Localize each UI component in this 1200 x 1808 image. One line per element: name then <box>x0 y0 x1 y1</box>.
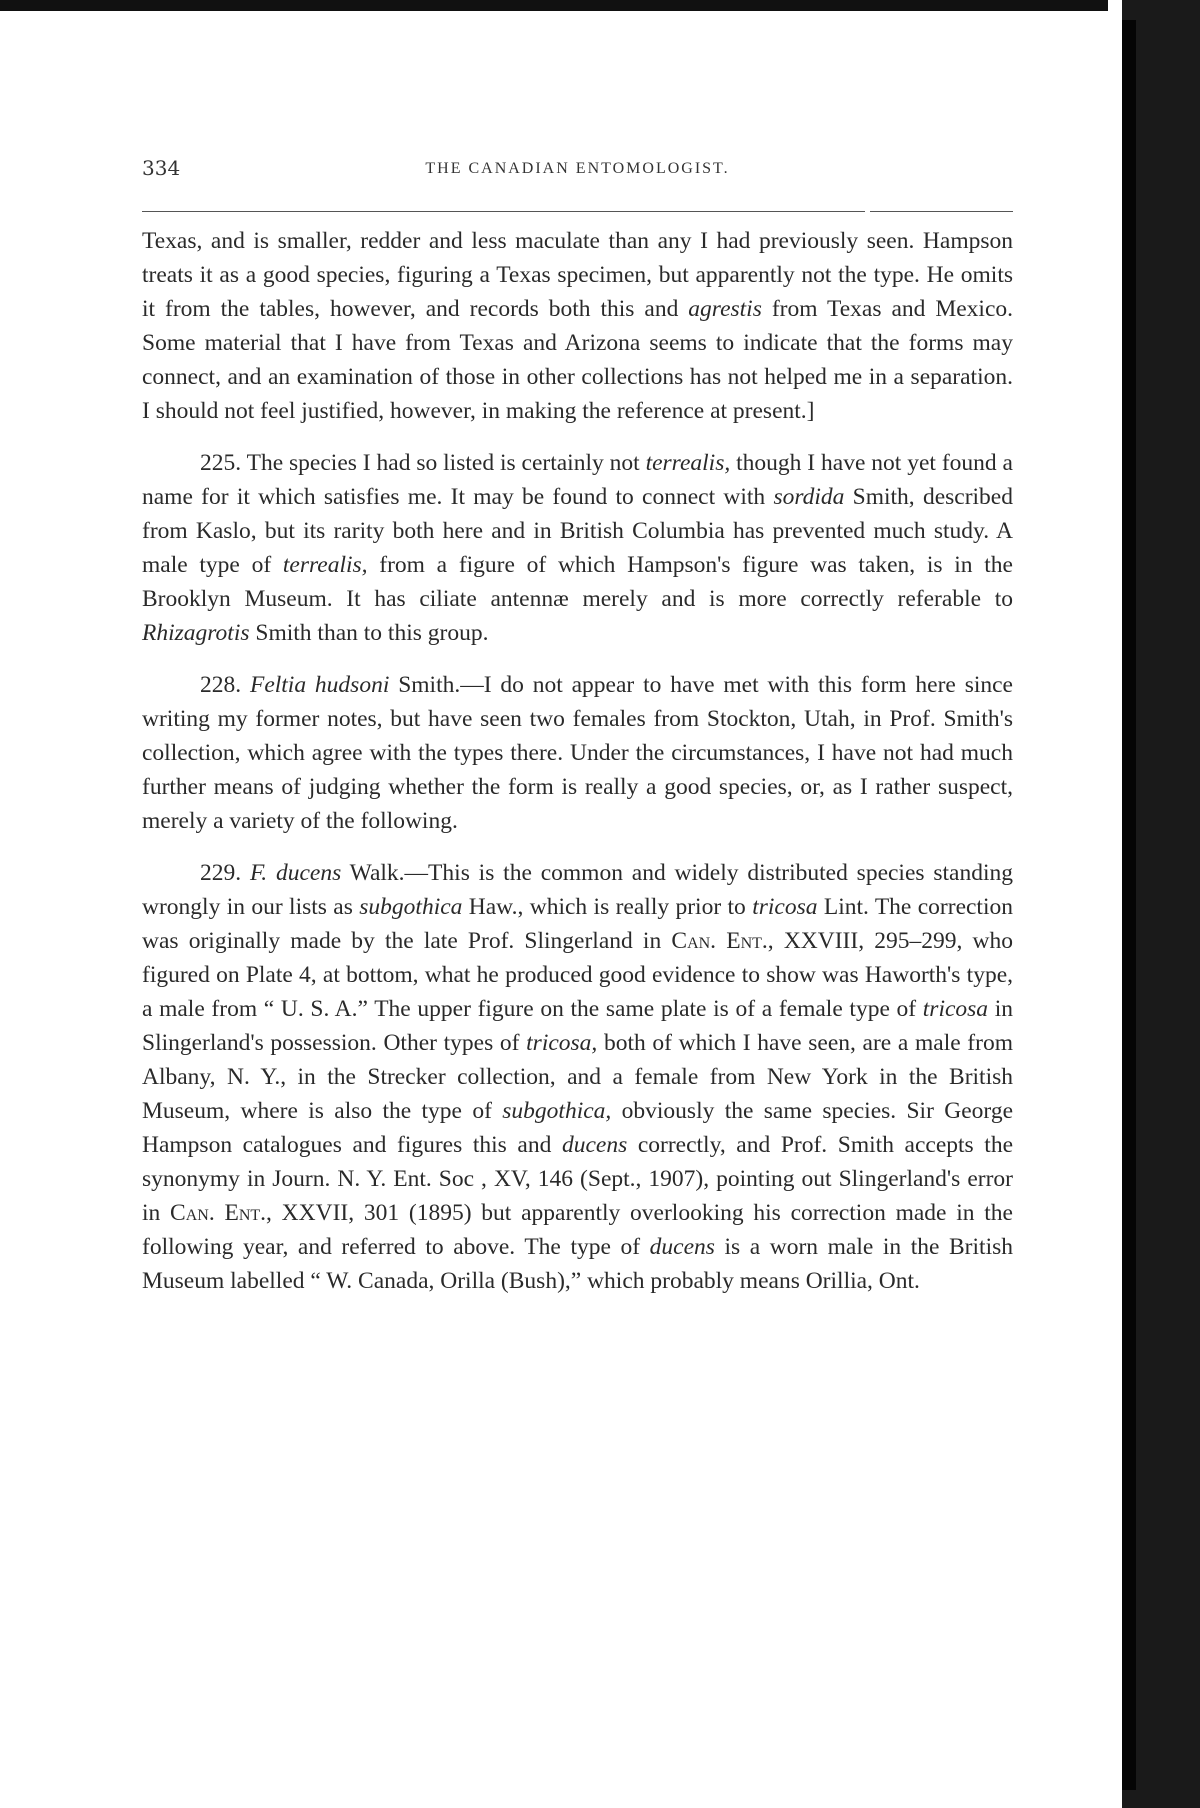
italic-term: terrealis, <box>282 552 368 578</box>
text-run: Smith.—I do not appear to have met with this form here since writing my former notes, but have seen two females from Stockton, Utah, in Prof. Smith's collection, which agree with the types there. Under the circumstances, I have not had much further means of judging whether the form is really a good species, or, as I rather suspect, merely a variety of the following. <box>142 672 1013 834</box>
text-run: Smith than to this group. <box>249 620 489 646</box>
italic-term: F. ducens <box>249 860 342 886</box>
paragraph-continuation <box>142 224 1013 428</box>
text-run: Lint. The correction was originally made by the late Prof. Slingerland in <box>142 894 1013 954</box>
body-text <box>142 224 1013 1316</box>
text-run: 228. <box>200 672 250 698</box>
journal-abbrev: Can. Ent. <box>170 1200 267 1226</box>
text-run: both of which I have seen, are a male from Albany, N. Y., in the Strecker collection, and a female from New York in the British Museum, where is also the type of <box>142 1030 1013 1124</box>
text-run: in Slingerland's possession. Other types of <box>142 996 1014 1056</box>
paragraph-entry-229 <box>142 856 1013 1298</box>
text-run: correctly, and Prof. Smith accepts the synonymy in Journ. N. Y. Ent. Soc , XV, 146 (Sept., 1907), pointing out Slingerland's error in <box>142 1132 1014 1226</box>
italic-term: ducens <box>649 1234 715 1260</box>
text-run: Walk.—This is the common and widely distributed species standing wrongly in our lists as <box>142 860 1014 920</box>
italic-term: agrestis <box>688 296 762 322</box>
italic-term: subgothica, <box>502 1098 612 1124</box>
text-run: is a worn male in the British Museum labelled “ W. Canada, Orilla (Bush),” which probably means Orillia, Ont. <box>142 1234 1013 1294</box>
journal-title: THE CANADIAN ENTOMOLOGIST. <box>425 160 730 177</box>
italic-term: sordida <box>773 484 845 510</box>
paragraph-entry-228 <box>142 668 1013 838</box>
italic-term: subgothica <box>359 894 463 920</box>
text-run: obviously the same species. Sir George Hampson catalogues and figures this and <box>142 1098 1014 1158</box>
scan-page-margin <box>1108 0 1122 1808</box>
italic-term: Feltia hudsoni <box>249 672 390 698</box>
italic-term: ducens <box>561 1132 628 1158</box>
italic-term: terrealis, <box>645 450 731 476</box>
italic-term: tricosa, <box>526 1030 598 1056</box>
journal-abbrev: Can. Ent. <box>671 928 768 954</box>
italic-term: Rhizagrotis <box>142 620 250 646</box>
paragraph-entry-225 <box>142 446 1013 650</box>
scan-top-edge <box>0 0 1200 11</box>
text-run: 229. <box>200 860 250 886</box>
scan-gutter-shadow <box>1122 20 1136 1790</box>
text-run: from Texas and Mexico. Some material that I have from Texas and Arizona seems to indicate that the forms may connect, and an examination of those in other collections has not helped me in a separation. I should not feel justified, however, in making the reference at present.] <box>142 296 1013 424</box>
text-run: , XXVIII, 295–299, who figured on Plate 4, at bottom, what he produced good evidence to show was Haworth's type, a male from “ U. S. A.” The upper figure on the same plate is of a female type of <box>142 928 1014 1022</box>
running-head <box>142 156 1013 186</box>
italic-term: tricosa <box>922 996 989 1022</box>
text-run: though I have not yet found a name for it which satisfies me. It may be found to connect with <box>142 450 1013 510</box>
header-rule <box>142 211 865 212</box>
italic-term: tricosa <box>752 894 818 920</box>
text-run: from a figure of which Hampson's figure was taken, is in the Brooklyn Museum. It has ciliate antennæ merely and is more correctly referable to <box>142 552 1013 612</box>
text-run: 225. The species I had so listed is certainly not <box>200 450 646 476</box>
text-run: , XXVII, 301 (1895) but apparently overlooking his correction made in the following year, and referred to above. The type of <box>142 1200 1013 1260</box>
page-number: 334 <box>142 156 181 180</box>
text-run: Smith, described from Kaslo, but its rarity both here and in British Columbia has prevented much study. A male type of <box>142 484 1013 578</box>
text-run: Texas, and is smaller, redder and less maculate than any I had previously seen. Hampson treats it as a good species, figuring a Texas specimen, but apparently not the type. He omits it from the tables, however, and records both this and <box>142 228 1013 322</box>
text-run: Haw., which is really prior to <box>462 894 753 920</box>
header-rule-short <box>870 211 1013 212</box>
